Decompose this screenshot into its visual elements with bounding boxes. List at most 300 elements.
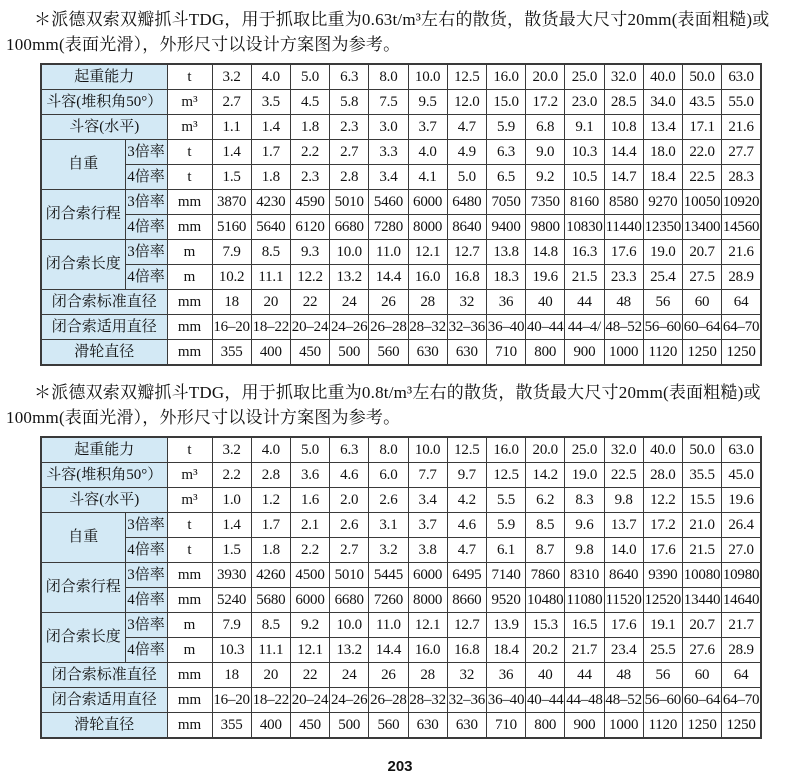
row-label-cell: 斗容(水平) — [41, 115, 167, 140]
value-cell: 28.3 — [722, 165, 761, 190]
spec-table-2-body — [41, 437, 761, 738]
value-cell: 16.0 — [408, 265, 447, 290]
value-cell: 2.2 — [212, 463, 251, 488]
value-cell: 27.7 — [722, 140, 761, 165]
value-cell: 14.7 — [604, 165, 643, 190]
value-cell: 2.6 — [330, 513, 369, 538]
value-cell: 3.4 — [408, 488, 447, 513]
value-cell: 1.4 — [212, 140, 251, 165]
value-cell: 3930 — [212, 563, 251, 588]
value-cell: 3.1 — [369, 513, 408, 538]
value-cell: 19.0 — [565, 463, 604, 488]
value-cell: 6.5 — [486, 165, 525, 190]
value-cell: 3.3 — [369, 140, 408, 165]
unit-cell: mm — [167, 563, 212, 588]
value-cell: 6000 — [408, 190, 447, 215]
value-cell: 32 — [447, 290, 486, 315]
value-cell: 10.0 — [330, 613, 369, 638]
value-cell: 48 — [604, 663, 643, 688]
value-cell: 25.0 — [565, 437, 604, 463]
value-cell: 28 — [408, 290, 447, 315]
value-cell: 7860 — [526, 563, 565, 588]
value-cell: 35.5 — [682, 463, 721, 488]
value-cell: 32.0 — [604, 437, 643, 463]
value-cell: 5.0 — [290, 437, 329, 463]
value-cell: 20.0 — [526, 437, 565, 463]
table-row — [41, 513, 761, 538]
value-cell: 24 — [330, 290, 369, 315]
intro-paragraph-1: ＊派德双索双瓣抓斗TDG，用于抓取比重为0.63t/m³左右的散货，散货最大尺寸20mm(表面粗糙)或100mm(表面光滑），外形尺寸以设计方案图为参考。 — [6, 10, 770, 54]
value-cell: 6.8 — [526, 115, 565, 140]
value-cell: 12.1 — [290, 638, 329, 663]
value-cell: 12.5 — [447, 64, 486, 90]
table-row — [41, 613, 761, 638]
value-cell: 12.5 — [486, 463, 525, 488]
value-cell: 8.7 — [526, 538, 565, 563]
row-group-cell: 闭合索长度 — [41, 240, 125, 290]
row-label-cell: 闭合索适用直径 — [41, 315, 167, 340]
value-cell: 630 — [408, 340, 447, 366]
table-row — [41, 90, 761, 115]
value-cell: 27.6 — [682, 638, 721, 663]
value-cell: 18–22 — [251, 688, 290, 713]
value-cell: 6480 — [447, 190, 486, 215]
value-cell: 4.6 — [447, 513, 486, 538]
section-tdg-0.63 — [0, 0, 800, 366]
unit-cell: mm — [167, 663, 212, 688]
value-cell: 8160 — [565, 190, 604, 215]
value-cell: 20 — [251, 663, 290, 688]
value-cell: 12.1 — [408, 613, 447, 638]
value-cell: 1120 — [643, 713, 682, 739]
value-cell: 9390 — [643, 563, 682, 588]
value-cell: 36 — [486, 663, 525, 688]
value-cell: 40–44 — [526, 315, 565, 340]
value-cell: 19.6 — [722, 488, 761, 513]
value-cell: 16.3 — [565, 240, 604, 265]
value-cell: 24–26 — [330, 688, 369, 713]
value-cell: 34.0 — [643, 90, 682, 115]
row-sub-cell: 3倍率 — [125, 190, 167, 215]
value-cell: 560 — [369, 340, 408, 366]
unit-cell: mm — [167, 588, 212, 613]
spec-table-1 — [40, 63, 762, 366]
unit-cell: mm — [167, 340, 212, 366]
value-cell: 13.9 — [486, 613, 525, 638]
value-cell: 12350 — [643, 215, 682, 240]
value-cell: 20.7 — [682, 240, 721, 265]
value-cell: 36–40 — [486, 688, 525, 713]
value-cell: 27.0 — [722, 538, 761, 563]
unit-cell: mm — [167, 688, 212, 713]
unit-cell: m³ — [167, 488, 212, 513]
value-cell: 5240 — [212, 588, 251, 613]
row-label-cell: 闭合索适用直径 — [41, 688, 167, 713]
table-row — [41, 538, 761, 563]
value-cell: 13.7 — [604, 513, 643, 538]
value-cell: 400 — [251, 340, 290, 366]
value-cell: 16.8 — [447, 638, 486, 663]
value-cell: 1000 — [604, 713, 643, 739]
row-label-cell: 起重能力 — [41, 437, 167, 463]
value-cell: 4.5 — [290, 90, 329, 115]
value-cell: 28.0 — [643, 463, 682, 488]
unit-cell: mm — [167, 190, 212, 215]
value-cell: 9.7 — [447, 463, 486, 488]
value-cell: 32–36 — [447, 315, 486, 340]
value-cell: 10.3 — [565, 140, 604, 165]
value-cell: 21.7 — [722, 613, 761, 638]
table-row — [41, 215, 761, 240]
value-cell: 60 — [682, 663, 721, 688]
value-cell: 23.0 — [565, 90, 604, 115]
value-cell: 1.6 — [290, 488, 329, 513]
row-sub-cell: 4倍率 — [125, 638, 167, 663]
row-sub-cell: 4倍率 — [125, 588, 167, 613]
value-cell: 12.5 — [447, 437, 486, 463]
value-cell: 8580 — [604, 190, 643, 215]
value-cell: 40.0 — [643, 64, 682, 90]
value-cell: 1.2 — [251, 488, 290, 513]
value-cell: 6.0 — [369, 463, 408, 488]
value-cell: 26 — [369, 290, 408, 315]
unit-cell: m³ — [167, 90, 212, 115]
value-cell: 8310 — [565, 563, 604, 588]
unit-cell: mm — [167, 215, 212, 240]
value-cell: 9800 — [526, 215, 565, 240]
value-cell: 55.0 — [722, 90, 761, 115]
value-cell: 1.4 — [251, 115, 290, 140]
value-cell: 2.2 — [290, 140, 329, 165]
value-cell: 5.0 — [290, 64, 329, 90]
value-cell: 4.2 — [447, 488, 486, 513]
value-cell: 18.3 — [486, 265, 525, 290]
value-cell: 28–32 — [408, 688, 447, 713]
value-cell: 21.6 — [722, 240, 761, 265]
value-cell: 13.2 — [330, 265, 369, 290]
value-cell: 630 — [447, 713, 486, 739]
table-row — [41, 165, 761, 190]
value-cell: 26.4 — [722, 513, 761, 538]
value-cell: 355 — [212, 713, 251, 739]
value-cell: 1.7 — [251, 513, 290, 538]
value-cell: 25.4 — [643, 265, 682, 290]
value-cell: 23.3 — [604, 265, 643, 290]
value-cell: 900 — [565, 713, 604, 739]
value-cell: 40 — [526, 663, 565, 688]
row-label-cell: 斗容(堆积角50°） — [41, 463, 167, 488]
value-cell: 7260 — [369, 588, 408, 613]
value-cell: 14560 — [722, 215, 761, 240]
table-row — [41, 713, 761, 739]
value-cell: 19.1 — [643, 613, 682, 638]
value-cell: 5010 — [330, 190, 369, 215]
value-cell: 13.8 — [486, 240, 525, 265]
value-cell: 21.5 — [565, 265, 604, 290]
value-cell: 6.3 — [486, 140, 525, 165]
value-cell: 10.3 — [212, 638, 251, 663]
row-label-cell: 斗容(堆积角50°） — [41, 90, 167, 115]
value-cell: 630 — [447, 340, 486, 366]
value-cell: 6.3 — [330, 64, 369, 90]
value-cell: 3.8 — [408, 538, 447, 563]
row-label-cell: 滑轮直径 — [41, 713, 167, 739]
value-cell: 10980 — [722, 563, 761, 588]
value-cell: 21.5 — [682, 538, 721, 563]
value-cell: 710 — [486, 340, 525, 366]
value-cell: 8.3 — [565, 488, 604, 513]
value-cell: 9520 — [486, 588, 525, 613]
table-row — [41, 315, 761, 340]
value-cell: 6000 — [408, 563, 447, 588]
row-sub-cell: 4倍率 — [125, 215, 167, 240]
value-cell: 27.5 — [682, 265, 721, 290]
value-cell: 20.7 — [682, 613, 721, 638]
unit-cell: mm — [167, 315, 212, 340]
value-cell: 56–60 — [643, 688, 682, 713]
value-cell: 10830 — [565, 215, 604, 240]
value-cell: 11.1 — [251, 265, 290, 290]
value-cell: 8640 — [447, 215, 486, 240]
row-sub-cell: 4倍率 — [125, 165, 167, 190]
value-cell: 13400 — [682, 215, 721, 240]
value-cell: 6120 — [290, 215, 329, 240]
value-cell: 63.0 — [722, 437, 761, 463]
value-cell: 6.3 — [330, 437, 369, 463]
value-cell: 10.8 — [604, 115, 643, 140]
value-cell: 6000 — [290, 588, 329, 613]
value-cell: 22 — [290, 290, 329, 315]
value-cell: 4230 — [251, 190, 290, 215]
value-cell: 1.7 — [251, 140, 290, 165]
value-cell: 10.2 — [212, 265, 251, 290]
value-cell: 9.8 — [565, 538, 604, 563]
value-cell: 12.2 — [290, 265, 329, 290]
unit-cell: m³ — [167, 115, 212, 140]
value-cell: 12.1 — [408, 240, 447, 265]
value-cell: 15.0 — [486, 90, 525, 115]
value-cell: 7.5 — [369, 90, 408, 115]
value-cell: 64 — [722, 290, 761, 315]
value-cell: 28.9 — [722, 638, 761, 663]
value-cell: 7350 — [526, 190, 565, 215]
value-cell: 1120 — [643, 340, 682, 366]
value-cell: 5.0 — [447, 165, 486, 190]
value-cell: 3.5 — [251, 90, 290, 115]
value-cell: 40 — [526, 290, 565, 315]
value-cell: 16.8 — [447, 265, 486, 290]
row-group-cell: 闭合索行程 — [41, 563, 125, 613]
value-cell: 500 — [330, 713, 369, 739]
value-cell: 4.0 — [408, 140, 447, 165]
row-sub-cell: 4倍率 — [125, 538, 167, 563]
value-cell: 56 — [643, 290, 682, 315]
value-cell: 1.8 — [251, 165, 290, 190]
value-cell: 8000 — [408, 215, 447, 240]
value-cell: 32–36 — [447, 688, 486, 713]
value-cell: 28 — [408, 663, 447, 688]
value-cell: 24 — [330, 663, 369, 688]
value-cell: 560 — [369, 713, 408, 739]
unit-cell: m — [167, 265, 212, 290]
value-cell: 5010 — [330, 563, 369, 588]
value-cell: 2.7 — [330, 140, 369, 165]
row-label-cell: 起重能力 — [41, 64, 167, 90]
table-row — [41, 638, 761, 663]
value-cell: 2.2 — [290, 538, 329, 563]
value-cell: 11.0 — [369, 613, 408, 638]
table-row — [41, 265, 761, 290]
unit-cell: m — [167, 240, 212, 265]
value-cell: 710 — [486, 713, 525, 739]
value-cell: 44–48 — [565, 688, 604, 713]
table-row — [41, 663, 761, 688]
table-row — [41, 115, 761, 140]
value-cell: 5.9 — [486, 115, 525, 140]
value-cell: 32.0 — [604, 64, 643, 90]
value-cell: 6.2 — [526, 488, 565, 513]
value-cell: 17.6 — [604, 613, 643, 638]
value-cell: 6.1 — [486, 538, 525, 563]
value-cell: 9.8 — [604, 488, 643, 513]
row-sub-cell: 3倍率 — [125, 513, 167, 538]
value-cell: 64 — [722, 663, 761, 688]
value-cell: 9.2 — [290, 613, 329, 638]
table-row — [41, 488, 761, 513]
value-cell: 28.5 — [604, 90, 643, 115]
value-cell: 9.1 — [565, 115, 604, 140]
spec-table-2 — [40, 436, 762, 739]
value-cell: 2.1 — [290, 513, 329, 538]
value-cell: 11.1 — [251, 638, 290, 663]
value-cell: 18.4 — [643, 165, 682, 190]
unit-cell: m — [167, 638, 212, 663]
value-cell: 19.0 — [643, 240, 682, 265]
value-cell: 3.2 — [212, 437, 251, 463]
value-cell: 28–32 — [408, 315, 447, 340]
unit-cell: mm — [167, 290, 212, 315]
value-cell: 8.0 — [369, 64, 408, 90]
page-number: 203 — [387, 758, 413, 775]
row-group-cell: 自重 — [41, 140, 125, 190]
value-cell: 6495 — [447, 563, 486, 588]
unit-cell: t — [167, 64, 212, 90]
value-cell: 4.1 — [408, 165, 447, 190]
value-cell: 12520 — [643, 588, 682, 613]
section-tdg-0.8 — [0, 380, 800, 739]
value-cell: 1250 — [682, 340, 721, 366]
value-cell: 8.5 — [526, 513, 565, 538]
value-cell: 48 — [604, 290, 643, 315]
value-cell: 1.8 — [290, 115, 329, 140]
value-cell: 12.7 — [447, 613, 486, 638]
value-cell: 4.0 — [251, 64, 290, 90]
value-cell: 2.3 — [330, 115, 369, 140]
value-cell: 48–52 — [604, 688, 643, 713]
row-sub-cell: 3倍率 — [125, 563, 167, 588]
value-cell: 12.2 — [643, 488, 682, 513]
value-cell: 450 — [290, 340, 329, 366]
value-cell: 18 — [212, 663, 251, 688]
row-sub-cell: 3倍率 — [125, 613, 167, 638]
value-cell: 25.5 — [643, 638, 682, 663]
spec-table-1-body — [41, 64, 761, 365]
value-cell: 22.5 — [604, 463, 643, 488]
value-cell: 1250 — [722, 340, 761, 366]
value-cell: 2.8 — [330, 165, 369, 190]
value-cell: 48–52 — [604, 315, 643, 340]
value-cell: 2.0 — [330, 488, 369, 513]
unit-cell: t — [167, 513, 212, 538]
value-cell: 14.4 — [604, 140, 643, 165]
value-cell: 10.0 — [408, 437, 447, 463]
value-cell: 1.5 — [212, 538, 251, 563]
value-cell: 10.0 — [408, 64, 447, 90]
value-cell: 1.1 — [212, 115, 251, 140]
row-label-cell: 闭合索标准直径 — [41, 290, 167, 315]
value-cell: 10.5 — [565, 165, 604, 190]
table-row — [41, 240, 761, 265]
table-row — [41, 463, 761, 488]
value-cell: 7050 — [486, 190, 525, 215]
value-cell: 8640 — [604, 563, 643, 588]
value-cell: 7140 — [486, 563, 525, 588]
value-cell: 20–24 — [290, 315, 329, 340]
value-cell: 13.2 — [330, 638, 369, 663]
row-group-cell: 闭合索行程 — [41, 190, 125, 240]
value-cell: 4.6 — [330, 463, 369, 488]
value-cell: 15.5 — [682, 488, 721, 513]
value-cell: 14.0 — [604, 538, 643, 563]
unit-cell: t — [167, 165, 212, 190]
value-cell: 7.9 — [212, 240, 251, 265]
value-cell: 40.0 — [643, 437, 682, 463]
table-row — [41, 190, 761, 215]
value-cell: 400 — [251, 713, 290, 739]
value-cell: 14640 — [722, 588, 761, 613]
value-cell: 7.7 — [408, 463, 447, 488]
value-cell: 25.0 — [565, 64, 604, 90]
value-cell: 2.6 — [369, 488, 408, 513]
value-cell: 4.0 — [251, 437, 290, 463]
value-cell: 3.2 — [369, 538, 408, 563]
value-cell: 11440 — [604, 215, 643, 240]
value-cell: 20–24 — [290, 688, 329, 713]
unit-cell: t — [167, 140, 212, 165]
value-cell: 7.9 — [212, 613, 251, 638]
value-cell: 10920 — [722, 190, 761, 215]
value-cell: 800 — [526, 340, 565, 366]
value-cell: 9.3 — [290, 240, 329, 265]
value-cell: 9400 — [486, 215, 525, 240]
value-cell: 8.0 — [369, 437, 408, 463]
value-cell: 44 — [565, 290, 604, 315]
value-cell: 3.7 — [408, 115, 447, 140]
value-cell: 800 — [526, 713, 565, 739]
value-cell: 5640 — [251, 215, 290, 240]
table-row — [41, 588, 761, 613]
table-row — [41, 563, 761, 588]
value-cell: 11520 — [604, 588, 643, 613]
value-cell: 9270 — [643, 190, 682, 215]
value-cell: 450 — [290, 713, 329, 739]
value-cell: 44 — [565, 663, 604, 688]
value-cell: 50.0 — [682, 437, 721, 463]
value-cell: 5680 — [251, 588, 290, 613]
table-row — [41, 688, 761, 713]
value-cell: 36–40 — [486, 315, 525, 340]
value-cell: 26–28 — [369, 688, 408, 713]
